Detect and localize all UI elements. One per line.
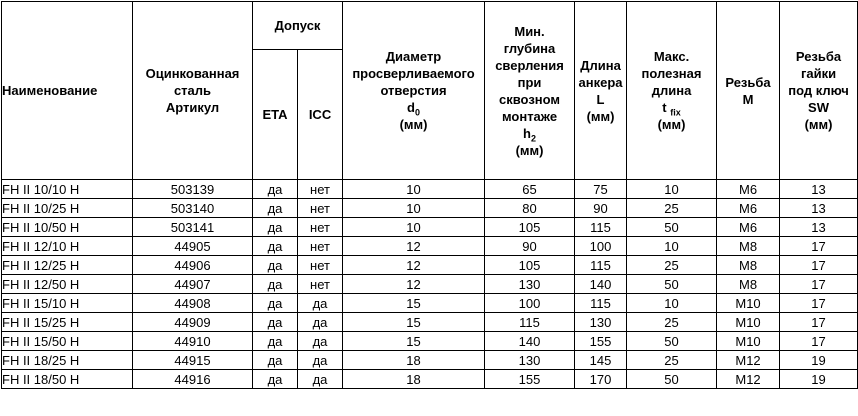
- cell-m: M8: [717, 237, 780, 256]
- cell-icc: нет: [298, 199, 343, 218]
- cell-l: 90: [575, 199, 627, 218]
- cell-tfix: 50: [627, 218, 717, 237]
- cell-d0: 15: [343, 313, 485, 332]
- cell-tfix: 10: [627, 237, 717, 256]
- cell-name: FH II 12/25 H: [2, 256, 133, 275]
- cell-d0: 18: [343, 370, 485, 389]
- cell-icc: да: [298, 370, 343, 389]
- cell-m: M6: [717, 180, 780, 199]
- cell-h2: 100: [485, 294, 575, 313]
- cell-m: M8: [717, 275, 780, 294]
- cell-l: 130: [575, 313, 627, 332]
- cell-d0: 10: [343, 180, 485, 199]
- cell-eta: да: [253, 218, 298, 237]
- cell-h2: 130: [485, 351, 575, 370]
- cell-eta: да: [253, 256, 298, 275]
- header-depth-symbol: $h_2$: [523, 125, 536, 144]
- table-row: [2, 294, 858, 313]
- cell-sw: 13: [780, 180, 858, 199]
- cell-eta: да: [253, 351, 298, 370]
- cell-article: 44909: [133, 313, 253, 332]
- table-body: [2, 180, 858, 389]
- cell-eta: да: [253, 370, 298, 389]
- cell-name: FH II 12/10 H: [2, 237, 133, 256]
- cell-m: M8: [717, 256, 780, 275]
- cell-h2: 105: [485, 218, 575, 237]
- cell-tfix: 25: [627, 313, 717, 332]
- table-row: [2, 256, 858, 275]
- header-diameter-text: Диаметр просверливаемого отверстия: [352, 49, 475, 98]
- cell-eta: да: [253, 332, 298, 351]
- cell-d0: 15: [343, 294, 485, 313]
- header-fix: [627, 2, 717, 180]
- cell-sw: 17: [780, 237, 858, 256]
- header-eta: ETA: [253, 50, 298, 180]
- cell-m: M10: [717, 294, 780, 313]
- header-depth-unit: (мм): [515, 142, 544, 158]
- header-article: Оцинкованная сталь Артикул: [133, 2, 253, 180]
- cell-l: 75: [575, 180, 627, 199]
- cell-h2: 65: [485, 180, 575, 199]
- cell-icc: да: [298, 332, 343, 351]
- cell-icc: нет: [298, 275, 343, 294]
- header-name: Наименование: [2, 2, 133, 180]
- cell-name: FH II 10/10 H: [2, 180, 133, 199]
- cell-tfix: 25: [627, 351, 717, 370]
- cell-sw: 13: [780, 199, 858, 218]
- header-fix-unit: (мм): [657, 117, 686, 132]
- cell-name: FH II 18/50 H: [2, 370, 133, 389]
- cell-icc: нет: [298, 256, 343, 275]
- table-row: [2, 313, 858, 332]
- header-approval: Допуск: [253, 2, 343, 50]
- cell-d0: 15: [343, 332, 485, 351]
- cell-icc: да: [298, 294, 343, 313]
- cell-eta: да: [253, 313, 298, 332]
- cell-m: M10: [717, 313, 780, 332]
- cell-l: 115: [575, 256, 627, 275]
- cell-tfix: 50: [627, 332, 717, 351]
- table-row: [2, 332, 858, 351]
- table-row: [2, 351, 858, 370]
- cell-tfix: 25: [627, 199, 717, 218]
- cell-tfix: 50: [627, 370, 717, 389]
- cell-sw: 17: [780, 313, 858, 332]
- cell-name: FH II 12/50 H: [2, 275, 133, 294]
- header-diameter-symbol: $d_0$: [407, 100, 420, 118]
- table-row: [2, 180, 858, 199]
- header-depth: [485, 2, 575, 180]
- cell-sw: 19: [780, 351, 858, 370]
- cell-d0: 10: [343, 199, 485, 218]
- cell-sw: 19: [780, 370, 858, 389]
- header-icc: ICC: [298, 50, 343, 180]
- table-row: [2, 218, 858, 237]
- cell-l: 100: [575, 237, 627, 256]
- cell-d0: 12: [343, 256, 485, 275]
- header-thread: Резьба M: [717, 2, 780, 180]
- cell-h2: 115: [485, 313, 575, 332]
- table-row: [2, 199, 858, 218]
- cell-icc: да: [298, 313, 343, 332]
- cell-sw: 17: [780, 275, 858, 294]
- header-length: Длина анкера L (мм): [575, 2, 627, 180]
- cell-name: FH II 15/10 H: [2, 294, 133, 313]
- header-depth-text: Мин. глубина сверления при сквозном монтаже: [495, 23, 564, 124]
- table-row: [2, 237, 858, 256]
- cell-name: FH II 15/25 H: [2, 313, 133, 332]
- anchor-spec-table: [1, 1, 858, 389]
- cell-article: 44915: [133, 351, 253, 370]
- cell-icc: да: [298, 351, 343, 370]
- cell-d0: 18: [343, 351, 485, 370]
- cell-d0: 10: [343, 218, 485, 237]
- cell-l: 170: [575, 370, 627, 389]
- cell-icc: нет: [298, 218, 343, 237]
- cell-d0: 12: [343, 275, 485, 294]
- cell-sw: 17: [780, 294, 858, 313]
- cell-eta: да: [253, 199, 298, 218]
- cell-l: 145: [575, 351, 627, 370]
- cell-h2: 130: [485, 275, 575, 294]
- header-fix-symbol: t $_{fix}$: [662, 100, 681, 118]
- cell-name: FH II 18/25 H: [2, 351, 133, 370]
- cell-h2: 80: [485, 199, 575, 218]
- header-diameter: [343, 2, 485, 180]
- cell-m: M10: [717, 332, 780, 351]
- cell-eta: да: [253, 294, 298, 313]
- cell-h2: 105: [485, 256, 575, 275]
- table-row: [2, 275, 858, 294]
- table-row: [2, 370, 858, 389]
- cell-l: 115: [575, 294, 627, 313]
- cell-tfix: 10: [627, 180, 717, 199]
- cell-m: M6: [717, 218, 780, 237]
- cell-name: FH II 10/25 H: [2, 199, 133, 218]
- cell-m: M12: [717, 370, 780, 389]
- cell-article: 44907: [133, 275, 253, 294]
- cell-icc: нет: [298, 237, 343, 256]
- cell-h2: 140: [485, 332, 575, 351]
- cell-l: 140: [575, 275, 627, 294]
- cell-d0: 12: [343, 237, 485, 256]
- cell-eta: да: [253, 180, 298, 199]
- cell-h2: 155: [485, 370, 575, 389]
- cell-article: 503140: [133, 199, 253, 218]
- cell-l: 155: [575, 332, 627, 351]
- header-diameter-unit: (мм): [399, 117, 428, 132]
- cell-article: 44905: [133, 237, 253, 256]
- cell-name: FH II 10/50 H: [2, 218, 133, 237]
- cell-article: 44910: [133, 332, 253, 351]
- cell-sw: 13: [780, 218, 858, 237]
- cell-article: 44916: [133, 370, 253, 389]
- cell-eta: да: [253, 275, 298, 294]
- cell-sw: 17: [780, 256, 858, 275]
- cell-eta: да: [253, 237, 298, 256]
- cell-tfix: 10: [627, 294, 717, 313]
- cell-icc: нет: [298, 180, 343, 199]
- cell-article: 44906: [133, 256, 253, 275]
- header-fix-text: Макс. полезная длина: [641, 49, 702, 98]
- cell-sw: 17: [780, 332, 858, 351]
- header-wrench: Резьба гайки под ключ SW (мм): [780, 2, 858, 180]
- cell-tfix: 25: [627, 256, 717, 275]
- cell-article: 44908: [133, 294, 253, 313]
- cell-m: M6: [717, 199, 780, 218]
- cell-article: 503139: [133, 180, 253, 199]
- cell-tfix: 50: [627, 275, 717, 294]
- cell-name: FH II 15/50 H: [2, 332, 133, 351]
- cell-article: 503141: [133, 218, 253, 237]
- cell-h2: 90: [485, 237, 575, 256]
- cell-l: 115: [575, 218, 627, 237]
- cell-m: M12: [717, 351, 780, 370]
